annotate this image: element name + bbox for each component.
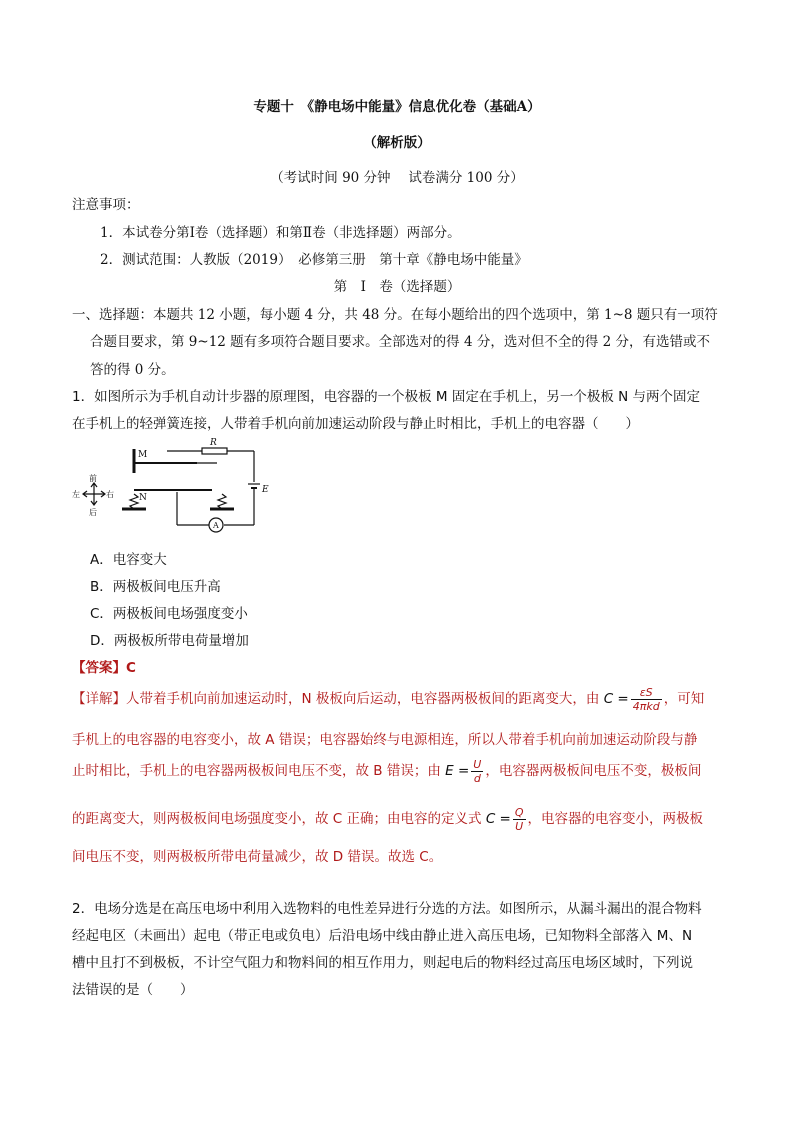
formula-field-lhs: E = [445, 763, 470, 779]
q1-detail-line-5: 间电压不变，则两极板所带电荷量减少，故 D 错误。故选 C。 [72, 849, 443, 865]
q1-detail-line-1 [72, 684, 704, 714]
part1-line-1: 一、选择题：本题共 12 小题，每小题 4 分，共 48 分。在每小题给出的四个选项中，第 1~8 题只有一项符 [72, 307, 718, 323]
notice-item-2: 2．测试范围：人教版（2019） 必修第三册 第十章《静电场中能量》 [100, 252, 528, 268]
q1-option-a: A．电容变大 [90, 552, 167, 568]
part1-line-3: 答的得 0 分。 [90, 362, 175, 378]
detail-text-1a: 【详解】人带着手机向前加速运动时，N 极板向后运动，电容器两极板间的距离变大，由 [72, 691, 600, 707]
q1-option-c: C．两极板间电场强度变小 [90, 606, 248, 622]
detail-text-1b: ，可知 [663, 691, 705, 707]
label-back: 后 [89, 508, 97, 517]
label-n: N [139, 493, 147, 503]
formula-den: d [473, 771, 481, 785]
q1-detail-line-4 [72, 804, 703, 834]
q1-option-b: B．两极板间电压升高 [90, 579, 221, 595]
label-r: R [210, 438, 217, 448]
formula-capacitance-fraction [631, 686, 662, 713]
document-title: 专题十 《静电场中能量》信息优化卷（基础A） [253, 99, 541, 115]
q1-detail-line-3 [72, 756, 701, 786]
q2-stem-line-4: 法错误的是（ ） [72, 982, 194, 998]
q1-stem-line-2: 在手机上的轻弹簧连接，人带着手机向前加速运动阶段与静止时相比，手机上的电容器（ ） [72, 416, 639, 432]
detail-text-4a: 的距离变大，则两极板间电场强度变小，故 C 正确；由电容的定义式 [72, 811, 482, 827]
q2-stem-line-2: 经起电区（未画出）起电（带正电或负电）后沿电场中线由静止进入高压电场，已知物料全部落入 M、N [72, 928, 693, 944]
formula-num: εS [631, 686, 662, 700]
formula-den: U [515, 819, 524, 833]
label-right: 右 [106, 490, 114, 499]
formula-definition-fraction [513, 806, 526, 833]
exam-info: （考试时间 90 分钟 试卷满分 100 分） [270, 170, 524, 186]
q2-stem-line-1: 2．电场分选是在高压电场中利用入选物料的电性差异进行分选的方法。如图所示，从漏斗漏出的混合物料 [72, 901, 702, 917]
q1-circuit-figure [72, 437, 282, 537]
label-e: E [262, 485, 269, 495]
detail-text-4b: ，电容器的电容变小，两极板 [527, 811, 704, 827]
detail-text-3b: ，电容器两极板间电压不变，极板间 [485, 763, 702, 779]
notice-item-1: 1．本试卷分第Ⅰ卷（选择题）和第Ⅱ卷（非选择题）两部分。 [100, 225, 461, 241]
q2-stem-line-3: 槽中且打不到极板，不计空气阻力和物料间的相互作用力，则起电后的物料经过高压电场区域时，下列说 [72, 955, 693, 971]
formula-num: U [473, 757, 482, 771]
resistor [202, 448, 227, 454]
q1-stem-line-1: 1．如图所示为手机自动计步器的原理图，电容器的一个极板 M 固定在手机上，另一个极板 N 与两个固定 [72, 389, 700, 405]
q1-answer: 【答案】C [72, 660, 136, 676]
part1-line-2: 合题目要求，第 9~12 题有多项符合题目要求。全部选对的得 4 分，选对但不全的得 2 分，有选错或不 [90, 334, 711, 350]
notice-heading: 注意事项： [72, 197, 140, 213]
formula-field-fraction [471, 758, 483, 785]
formula-den: 4πkd [632, 699, 660, 713]
spring-left [130, 494, 138, 509]
formula-num: Q [514, 805, 524, 819]
label-a: A [213, 521, 219, 530]
q1-option-d: D．两极板所带电荷量增加 [90, 633, 249, 649]
spring-right [218, 494, 226, 509]
document-subtitle: （解析版） [363, 135, 431, 151]
label-m: M [138, 450, 148, 460]
formula-capacitance-lhs: C = [603, 691, 629, 707]
detail-text-3a: 止时相比，手机上的电容器两极板间电压不变，故 B 错误；由 [72, 763, 441, 779]
formula-definition-lhs: C = [485, 811, 511, 827]
section-title: 第 Ⅰ 卷（选择题） [333, 279, 461, 295]
label-left: 左 [72, 490, 80, 499]
label-front: 前 [89, 474, 97, 483]
q1-detail-line-2: 手机上的电容器的电容变小，故 A 错误；电容器始终与电源相连，所以人带着手机向前加速运动阶段与静 [72, 732, 698, 748]
